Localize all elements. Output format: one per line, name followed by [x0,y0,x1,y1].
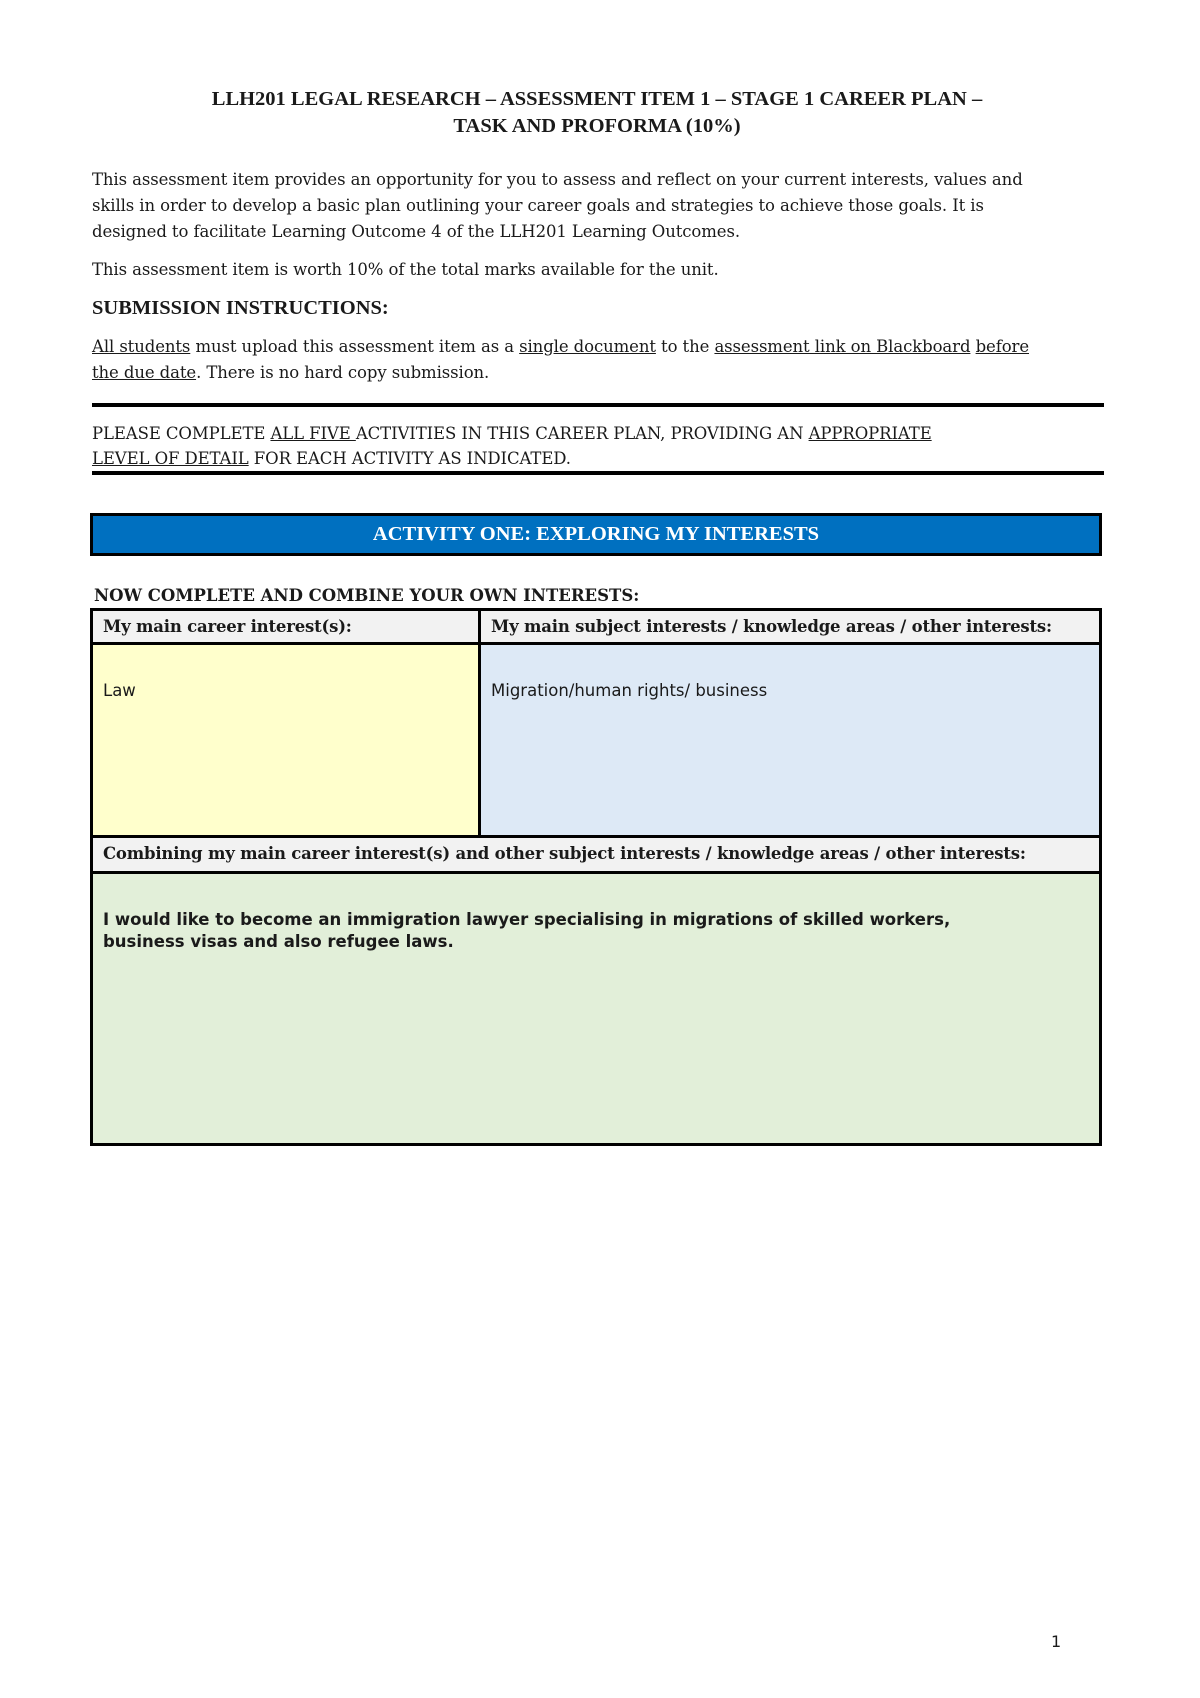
document-title [92,86,1102,140]
career-interest-header: My main career interest(s): [90,608,481,645]
intro-line: designed to facilitate Learning Outcome 4 of the LLH201 Learning Outcomes. [92,222,740,241]
combining-answer-line: business visas and also refugee laws. [103,932,454,951]
submission-paragraph [92,334,1104,386]
combining-answer [93,909,960,953]
due-date-text: the due date [92,363,197,382]
notice-line-2 [92,446,1104,471]
assessment-link-text: assessment link on Blackboard [714,337,971,356]
subject-interest-cell[interactable] [478,642,1102,838]
notice-text: FOR EACH ACTIVITY AS INDICATED. [248,449,571,468]
subject-interest-answer: Migration/human rights/ business [491,681,768,700]
title-line-1: LLH201 LEGAL RESEARCH – ASSESSMENT ITEM 1 – STAGE 1 CAREER PLAN – [211,88,983,110]
title-line-2: TASK AND PROFORMA (10%) [453,115,741,137]
notice-text: ACTIVITIES IN THIS CAREER PLAN, PROVIDING AN [355,424,809,443]
career-interest-answer: Law [103,681,136,700]
submission-text: must upload this assessment item as a [190,337,520,356]
appropriate-text: APPROPRIATE [808,424,932,443]
combining-cell[interactable] [90,871,1102,1146]
subject-interest-header: My main subject interests / knowledge areas / other interests: [478,608,1102,645]
before-text: before [975,337,1029,356]
submission-line-1 [92,334,1104,360]
single-document-text: single document [519,337,656,356]
worth-paragraph: This assessment item is worth 10% of the total marks available for the unit. [92,260,719,279]
submission-text: to the [655,337,715,356]
combining-answer-line: I would like to become an immigration lawyer specialising in migrations of skilled workers, [103,910,951,929]
career-interest-cell[interactable] [90,642,481,838]
intro-paragraph [92,167,1104,245]
page-number: 1 [1051,1632,1062,1651]
completion-notice [92,421,1104,471]
activity-title: ACTIVITY ONE: EXPLORING MY INTERESTS [372,523,820,545]
divider-top [92,403,1104,407]
intro-line: This assessment item provides an opportunity for you to assess and reflect on your current interests, values and [92,170,1023,189]
submission-text: . There is no hard copy submission. [196,363,490,382]
divider-bottom [92,471,1104,475]
notice-text: PLEASE COMPLETE [92,424,271,443]
activity-one-banner [90,513,1102,556]
submission-line-2 [92,360,1104,386]
combine-instruction: NOW COMPLETE AND COMBINE YOUR OWN INTERESTS: [94,586,640,605]
all-students-text: All students [92,337,191,356]
interests-table [90,608,1102,1146]
intro-line: skills in order to develop a basic plan outlining your career goals and strategies to achieve those goals. It is [92,196,984,215]
notice-line-1 [92,421,1104,446]
submission-heading: SUBMISSION INSTRUCTIONS: [92,297,389,319]
level-of-detail-text: LEVEL OF DETAIL [92,449,249,468]
combining-header: Combining my main career interest(s) and other subject interests / knowledge areas / other interests: [90,835,1102,874]
all-five-text: ALL FIVE [270,424,356,443]
